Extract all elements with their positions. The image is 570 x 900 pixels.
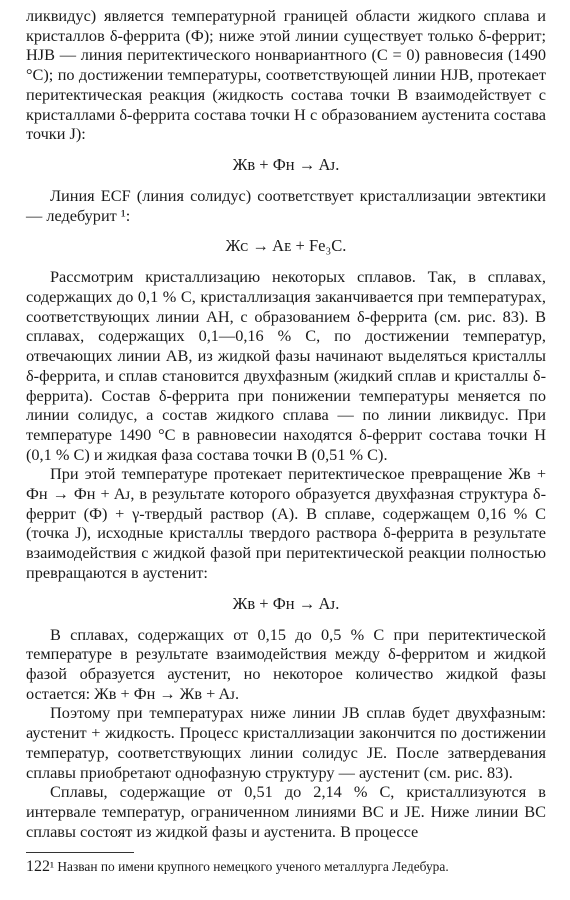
paragraph-5: В сплавах, содержащих от 0,15 до 0,5 % C при перитектической температуре в результате взаимодействия между δ-ферритом и жидкой фазой образуется аустенит, но некоторое количество жидкой фазы остается: Жʙ + Фʜ → Жʙ + Aᴊ.: [26, 624, 546, 703]
page-number: 122: [26, 858, 50, 875]
footnote-divider: [26, 852, 134, 853]
paragraph-4: При этой температуре протекает перитектическое превращение Жʙ + Фʜ → Фʜ + Aᴊ, в результате которого образуется двухфазная структура δ-феррит (Ф) + γ-твердый раствор (A). В сплаве, содержащем 0,16 % C (точка J), исходные кристаллы твердого раствора δ-феррита в результате взаимодействия с жидкой фазой при перитектической реакции полностью превращаются в аустенит:: [26, 464, 546, 582]
formula-eutectic-reaction: Жᴄ → Aᴇ + Fe₃C.: [225, 236, 347, 256]
footnote: ¹ Назван по имени крупного немецкого ученого металлурга Ледебура.: [50, 859, 449, 875]
formula-peritectic-reaction: Жʙ + Фʜ → Aᴊ.: [232, 154, 340, 174]
formula-austenite-formation: Жʙ + Фʜ → Aᴊ.: [232, 593, 340, 613]
paragraph-3: Рассмотрим кристаллизацию некоторых сплавов. Так, в сплавах, содержащих до 0,1 % C, кристаллизация заканчивается при температурах, соответствующих линии AH, с образованием δ-феррита (см. рис. 83). В сплавах, содержащих 0,1—0,16 % C, по достижении температур, отвечающих линии AB, из жидкой фазы начинают выделяться кристаллы δ-феррита, и сплав становится двухфазным (жидкий сплав и кристаллы δ-феррита). Состав δ-феррита при понижении температуры меняется по линии солидус, а состав жидкого сплава — по линии ликвидус. При температуре 1490 °C в равновесии находятся δ-феррит состава точки H (0,1 % C) и жидкая фаза состава точки B (0,51 % C).: [26, 267, 546, 464]
paragraph-2: Линия ECF (линия солидус) соответствует кристаллизации эвтектики — ледебурит ¹:: [26, 185, 546, 225]
paragraph-1: ликвидус) является температурной границей области жидкого сплава и кристаллов δ-феррита (Ф); ниже этой линии существует только δ-феррит; HJB — линия перитектического нонвариантного (C = 0) равновесия (1490 °C); по достижении температуры, соответствующей линии HJB, протекает перитектическая реакция (жидкость состава точки B взаимодействует с кристаллами δ-феррита состава точки H с образованием аустенита состава точки J):: [26, 6, 546, 144]
page-body: [26, 6, 546, 875]
paragraph-7: Сплавы, содержащие от 0,51 до 2,14 % C, кристаллизуются в интервале температур, ограниченном линиями BC и JE. Ниже линии BC сплавы состоят из жидкой фазы и аустенита. В процессе: [26, 782, 546, 841]
paragraph-6: Поэтому при температурах ниже линии JB сплав будет двухфазным: аустенит + жидкость. Процесс кристаллизации закончится по достижении температур, соответствующих линии солидус JE. После затвердевания сплавы приобретают однофазную структуру — аустенит (см. рис. 83).: [26, 703, 546, 782]
